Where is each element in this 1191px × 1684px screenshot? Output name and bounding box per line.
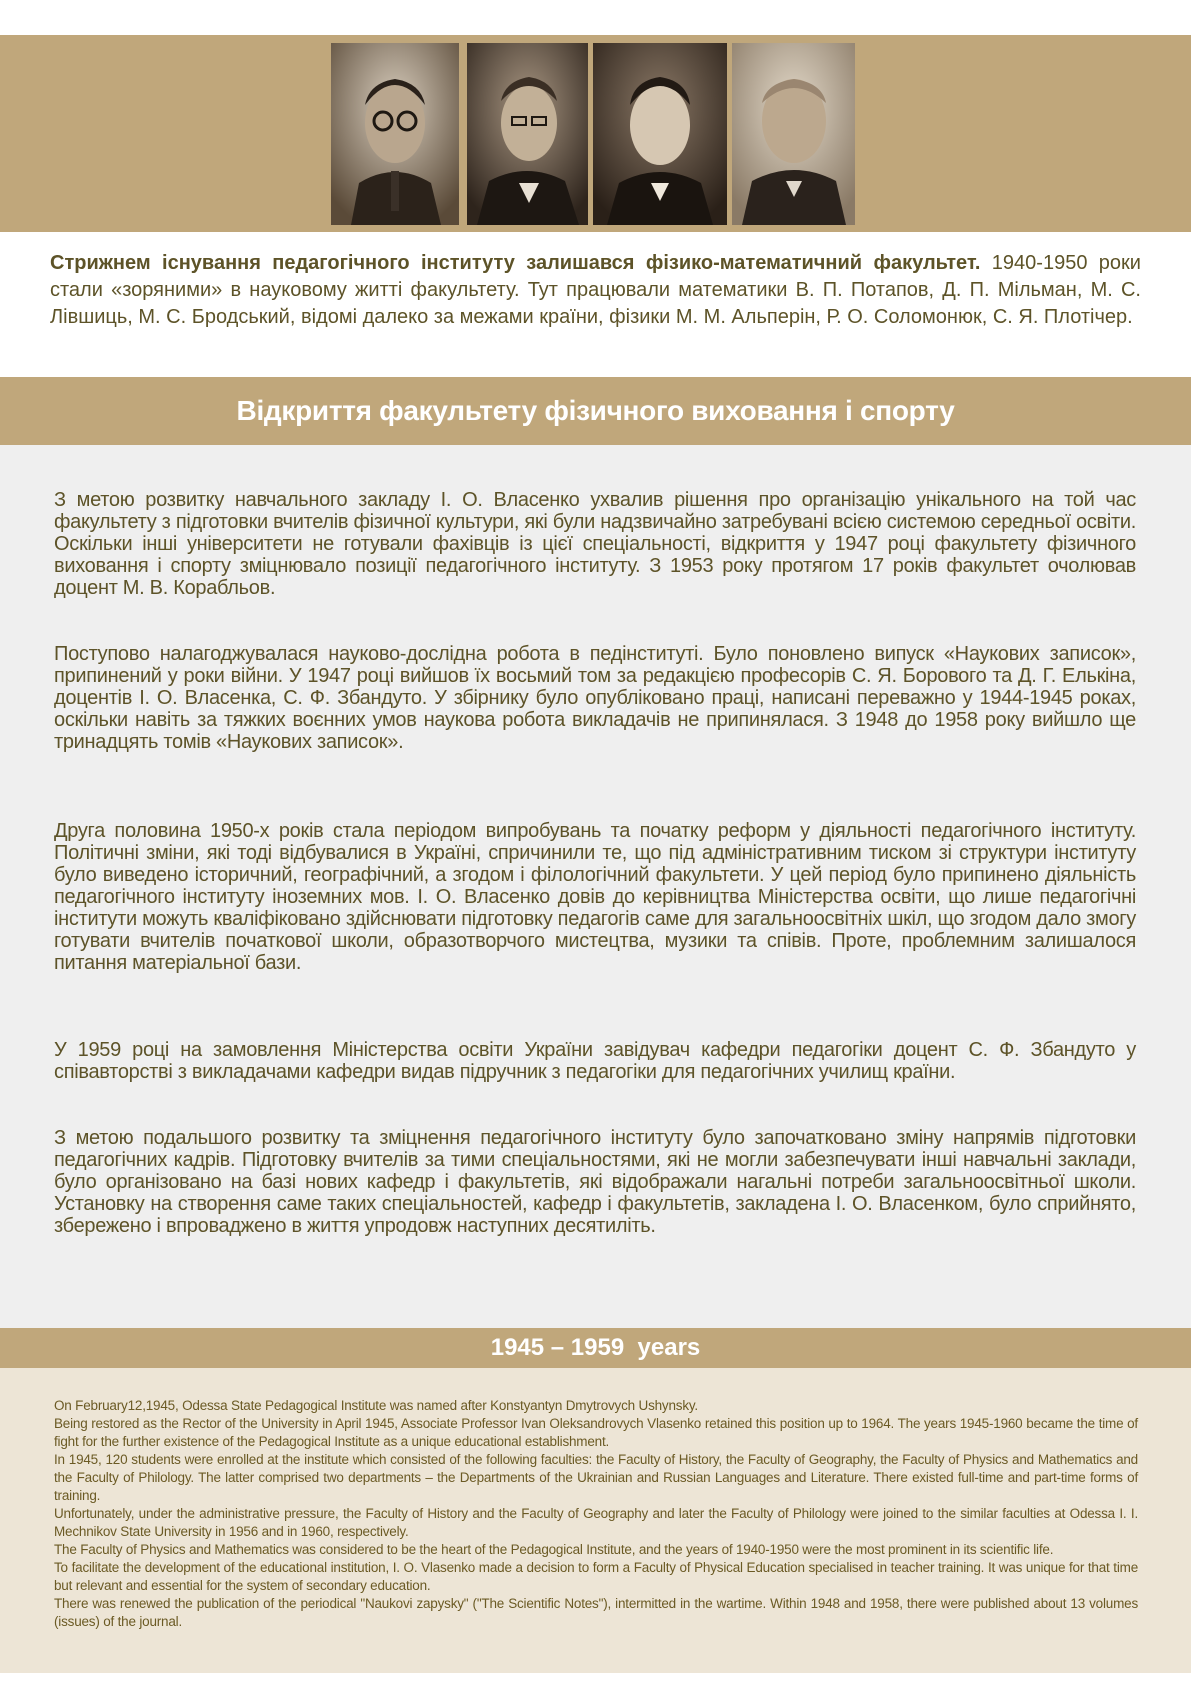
paragraph-textbook: У 1959 році на замовлення Міністерства освіти України завідувач кафедри педагогіки доцент С. Ф. Збандуто у співавторстві з викладачами кафедри видав підручник з педагогіки для педагогічних училищ країни. xyxy=(54,1039,1136,1083)
english-line: The Faculty of Physics and Mathematics was considered to be the heart of the Pedagogical Institute, and the years of 1940-1950 were the most prominent in its scientific life. xyxy=(54,1542,1054,1557)
section-heading-band xyxy=(0,377,1191,445)
intro-bold-lead: Стрижнем існування педагогічного інституту залишався фізико-математичний факультет. xyxy=(50,252,981,274)
years-title: 1945 – 1959 years xyxy=(490,1334,701,1361)
portrait-photo-3 xyxy=(593,43,727,225)
portrait-photo-4 xyxy=(732,43,855,225)
man-portrait-icon xyxy=(732,43,855,225)
english-line: Being restored as the Rector of the University in April 1945, Associate Professor Ivan Oleksandrovych Vlasenko retained this position up to 1964. The years 1945-1960 became the time of fight for the further existence of the Pedagogical Institute as a unique educational establishment. xyxy=(54,1416,1138,1449)
man-portrait-icon xyxy=(467,43,588,225)
portrait-photo-1 xyxy=(331,43,459,225)
english-line: In 1945, 120 students were enrolled at the institute which consisted of the following faculties: the Faculty of History, the Faculty of Geography, the Faculty of Physics and Mathematics and the Faculty of Philology. The latter comprised two departments – the Departments of the Ukrainian and Russian Languages and Literature. There existed full-time and part-time forms of training. xyxy=(54,1452,1138,1503)
man-portrait-icon xyxy=(331,43,459,225)
english-line: On February12,1945, Odessa State Pedagogical Institute was named after Konstyantyn Dmytrovych Ushynsky. xyxy=(54,1398,698,1413)
intro-text: 1940-1950 роки стали «зоряними» в науковому житті факультету. Тут працювали математики В. П. Потапов, Д. П. Мільман, М. С. Лівшиць, М. С. Бродський, відомі далеко за межами країни, фізики М. М. Альперін, Р. О. Соломонюк, С. Я. Плотічер. xyxy=(50,252,1141,328)
section-title: Відкриття факультету фізичного виховання і спорту xyxy=(236,395,955,426)
paragraph-development: З метою подальшого розвитку та зміцнення педагогічного інституту було започатковано зміну напрямів підготовки педагогічних кадрів. Підготовку вчителів за тими спеціальностями, які не могли забезпечувати інші навчальні заклади, було організовано на базі нових кафедр і факультетів, які відображали нагальні потреби загальноосвітньої школи. Установку на створення саме таких спеціальностей, кафедр і факультетів, закладена І. О. Власенком, було сприйнято, збережено і впроваджено в життя упродовж наступних десятиліть. xyxy=(54,1127,1136,1237)
years-heading-band xyxy=(0,1328,1191,1368)
man-portrait-icon xyxy=(593,43,727,225)
paragraph-scientific-notes: Поступово налагоджувалася науково-дослідна робота в педінституті. Було поновлено випуск «Наукових записок», припинений у роки війни. У 1947 році вийшов їх восьмий том за редакцією професорів С. Я. Борового та Д. Г. Елькіна, доцентів І. О. Власенка, С. Ф. Збандуто. У збірнику було опубліковано праці, написані переважно у 1944-1945 роках, оскільки навіть за тяжких воєнних умов наукова робота викладачів не припинялася. З 1948 до 1958 року вийшло ще тринадцять томів «Наукових записок». xyxy=(54,643,1136,753)
english-line: There was renewed the publication of the periodical "Naukovi zapysky" ("The Scientific Notes"), intermitted in the wartime. Within 1948 and 1958, there were published about 13 volumes (issues) of the journal. xyxy=(54,1596,1138,1629)
paragraph-reforms: Друга половина 1950-х років стала періодом випробувань та початку реформ у діяльності педагогічного інституту. Політичні зміни, які тоді відбувалися в Україні, спричинили те, що під адміністративним тиском зі структури інституту було виведено історичний, географічний, а згодом і філологічний факультети. У цей період було припинено діяльність педагогічного інституту іноземних мов. І. О. Власенко довів до керівництва Міністерства освіти, що лише педагогічні інститути можуть кваліфіковано здійснювати підготовку педагогів саме для загальноосвітніх шкіл, що згодом дало змогу готувати вчителів початкової школи, образотворчого мистецтва, музики та співів. Проте, проблемним залишалося питання матеріальної бази. xyxy=(54,820,1136,974)
english-line: Unfortunately, under the administrative pressure, the Faculty of History and the Faculty of Geography and later the Faculty of Philology were joined to the similar faculties at Odessa I. I. Mechnikov State University in 1956 and in 1960, respectively. xyxy=(54,1506,1138,1539)
english-summary xyxy=(54,1397,1138,1631)
intro-paragraph xyxy=(50,250,1141,331)
english-line: To facilitate the development of the educational institution, I. O. Vlasenko made a decision to form a Faculty of Physical Education specialised in teacher training. It was unique for that time but relevant and essential for the system of secondary education. xyxy=(54,1560,1138,1593)
portrait-photo-2 xyxy=(467,43,588,225)
paragraph-physical-education: З метою розвитку навчального закладу І. О. Власенко ухвалив рішення про організацію унікального на той час факультету з підготовки вчителів фізичної культури, які були надзвичайно затребувані всією системою середньої освіти. Оскільки інші університети не готували фахівців із цієї спеціальності, відкриття у 1947 році факультету фізичного виховання і спорту зміцнювало позиції педагогічного інституту. З 1953 року протягом 17 років факультет очолював доцент М. В. Корабльов. xyxy=(54,489,1136,599)
